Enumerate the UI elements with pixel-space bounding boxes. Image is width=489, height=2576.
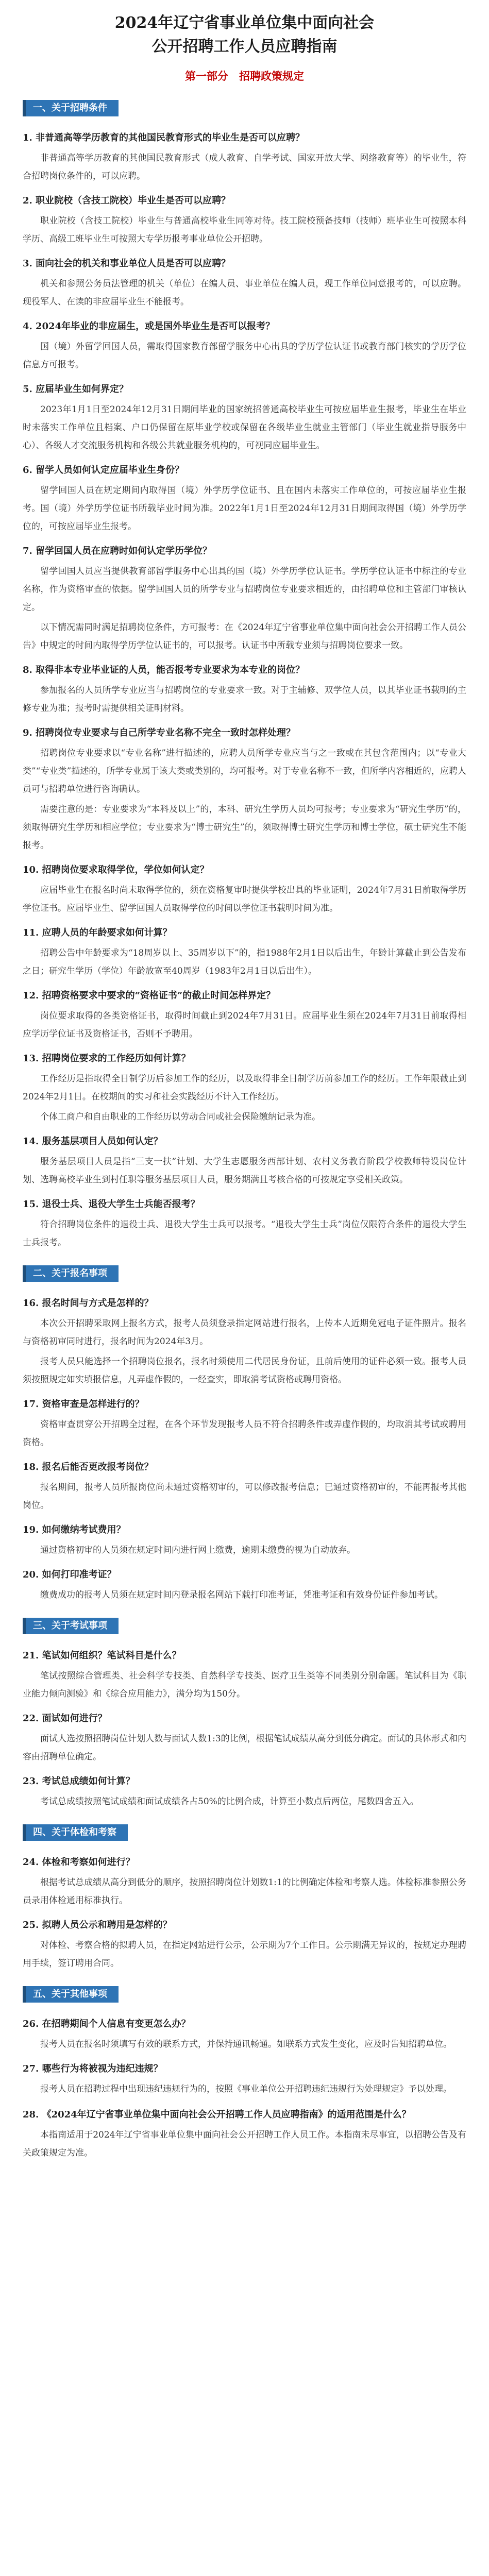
question-heading: 12. 招聘资格要求中要求的“资格证书”的截止时间怎样界定？	[23, 990, 276, 1001]
answer-paragraph: 服务基层项目人员是指“三支一扶”计划、大学生志愿服务西部计划、农村义务教育阶段学校教师特设岗位计划、选聘高校毕业生到村任职等服务基层项目人员，服务期满且考核合格的可按规定享受相关政策。	[23, 1157, 466, 1185]
question-heading: 24. 体检和考察如何进行？	[23, 1857, 135, 1868]
answer-paragraph: 本次公开招聘采取网上报名方式，报考人员须登录指定网站进行报名，上传本人近期免冠电子证件照片。报名与资格初审同时进行，报名时间为2024年3月。	[23, 1318, 466, 1347]
answer-paragraph: 职业院校（含技工院校）毕业生与普通高校毕业生同等对待。技工院校预备技师（技师）班毕业生可按照本科学历、高级工班毕业生可按照大专学历报考事业单位公开招聘。	[23, 216, 466, 244]
section-heading: 五、关于其他事项	[23, 1986, 119, 2003]
question-heading: 4. 2024年毕业的非应届生，或是国外毕业生是否可以报考？	[23, 321, 275, 332]
answer-paragraph: 通过资格初审的人员须在规定时间内进行网上缴费，逾期未缴费的视为自动放弃。	[40, 1545, 356, 1555]
closing-answer: 本指南适用于2024年辽宁省事业单位集中面向社会公开招聘工作人员工作。本指南未尽事宜，以招聘公告及有关政策规定为准。	[23, 2130, 466, 2158]
answer-paragraph: 非普通高等学历教育的其他国民教育形式（成人教育、自学考试、国家开放大学、网络教育等）的毕业生，符合招聘岗位条件的，可以应聘。	[23, 153, 466, 181]
answer-paragraph: 留学回国人员应当提供教育部留学服务中心出具的国（境）外学历学位认证书。学历学位认证书中标注的专业名称，作为资格审查的依据。留学回国人员的所学专业与招聘岗位专业要求相近的，由招聘单位和主管部门审核认定。	[23, 566, 466, 613]
part-title: 第一部分 招聘政策规定	[185, 70, 304, 82]
question-heading: 21. 笔试如何组织？笔试科目是什么？	[23, 1650, 181, 1661]
answer-paragraph: 符合招聘岗位条件的退役士兵、退役大学生士兵可以报考。“退役大学生士兵”岗位仅限符合条件的退役大学生士兵报考。	[23, 1219, 466, 1248]
section-heading: 一、关于招聘条件	[23, 100, 119, 116]
answer-paragraph: 笔试按照综合管理类、社会科学专技类、自然科学专技类、医疗卫生类等不同类别分别命题。笔试科目为《职业能力倾向测验》和《综合应用能力》，满分均为150分。	[23, 1671, 466, 1699]
question-heading: 15. 退役士兵、退役大学生士兵能否报考？	[23, 1199, 200, 1210]
answer-paragraph: 机关和参照公务员法管理的机关（单位）在编人员、事业单位在编人员，现工作单位同意报考的，可以应聘。现役军人、在读的非应届毕业生不能报考。	[23, 279, 466, 307]
answer-paragraph: 缴费成功的报考人员须在规定时间内登录报名网站下载打印准考证，凭准考证和有效身份证件参加考试。	[40, 1590, 443, 1600]
question-heading: 23. 考试总成绩如何计算？	[23, 1776, 135, 1787]
section-heading: 二、关于报名事项	[23, 1265, 119, 1282]
answer-paragraph: 参加报名的人员所学专业应当与招聘岗位的专业要求一致。对于主辅修、双学位人员，以其毕业证书载明的主修专业为准；报考时需提供相关证明材料。	[23, 685, 466, 714]
document-title-line1: 2024年辽宁省事业单位集中面向社会	[114, 14, 375, 32]
document-title	[23, 11, 466, 59]
question-heading: 11. 应聘人员的年龄要求如何计算？	[23, 927, 172, 938]
question-heading: 20. 如何打印准考证？	[23, 1569, 116, 1580]
question-heading: 27. 哪些行为将被视为违纪违规？	[23, 2063, 163, 2074]
section-heading: 三、关于考试事项	[23, 1618, 119, 1634]
answer-paragraph: 报名期间，报考人员所报岗位尚未通过资格初审的，可以修改报考信息；已通过资格初审的，不能再报考其他岗位。	[23, 1482, 466, 1511]
answer-paragraph: 2023年1月1日至2024年12月31日期间毕业的国家统招普通高校毕业生可按应届毕业生报考，毕业生在毕业时未落实工作单位且档案、户口仍保留在原毕业学校或保留在各级毕业生就业主管部门（毕业生就业指导服务中心）、各级人才交流服务机构和各级公共就业服务机构的，可视同应届毕业生。	[23, 404, 466, 451]
answer-paragraph: 国（境）外留学回国人员，需取得国家教育部留学服务中心出具的学历学位认证书或教育部门核实的学历学位信息方可报考。	[23, 342, 466, 370]
question-heading: 7. 留学回国人员在应聘时如何认定学历学位？	[23, 546, 212, 556]
question-heading: 13. 招聘岗位要求的工作经历如何计算？	[23, 1053, 191, 1064]
question-heading: 16. 报名时间与方式是怎样的？	[23, 1298, 154, 1309]
answer-paragraph: 以下情况需同时满足招聘岗位条件，方可报考：在《2024年辽宁省事业单位集中面向社会公开招聘工作人员公告》中规定的时间内取得学历学位认证书的，可以报考。认证书中所载专业须与招聘岗位要求一致。	[23, 622, 466, 651]
answer-paragraph: 报考人员只能选择一个招聘岗位报名，报名时须使用二代居民身份证，且前后使用的证件必须一致。报考人员须按照规定如实填报信息，凡弄虚作假的，一经查实，即取消考试资格或聘用资格。	[23, 1357, 466, 1385]
answer-paragraph: 需要注意的是：专业要求为“本科及以上”的，本科、研究生学历人员均可报考；专业要求为“研究生学历”的，须取得研究生学历和相应学位；专业要求为“博士研究生”的，须取得博士研究生学历和博士学位，硕士研究生不能报考。	[23, 804, 466, 851]
answer-paragraph: 考试总成绩按照笔试成绩和面试成绩各占50%的比例合成，计算至小数点后两位，尾数四舍五入。	[40, 1797, 419, 1807]
question-heading: 10. 招聘岗位要求取得学位，学位如何认定？	[23, 865, 209, 875]
answer-paragraph: 资格审查贯穿公开招聘全过程，在各个环节发现报考人员不符合招聘条件或弄虚作假的，均取消其考试或聘用资格。	[23, 1419, 466, 1448]
question-heading: 19. 如何缴纳考试费用？	[23, 1524, 126, 1535]
answer-paragraph: 报考人员在报名时须填写有效的联系方式，并保持通讯畅通。如联系方式发生变化，应及时告知招聘单位。	[40, 2039, 452, 2049]
question-heading: 6. 留学人员如何认定应届毕业生身份？	[23, 465, 184, 476]
answer-paragraph: 对体检、考察合格的拟聘人员，在指定网站进行公示，公示期为7个工作日。公示期满无异议的，按规定办理聘用手续，签订聘用合同。	[23, 1940, 466, 1969]
answer-paragraph: 个体工商户和自由职业的工作经历以劳动合同或社会保险缴纳记录为准。	[40, 1112, 321, 1122]
answer-paragraph: 招聘岗位专业要求以“专业名称”进行描述的，应聘人员所学专业应当与之一致或在其包含范围内；以“专业大类”“专业类”描述的，所学专业属于该大类或类别的，均可报考。对于专业名称不一致，但所学内容相近的，应聘人员可与招聘单位进行咨询确认。	[23, 748, 466, 794]
question-heading: 14. 服务基层项目人员如何认定？	[23, 1136, 163, 1147]
document-content	[23, 89, 466, 2098]
answer-paragraph: 工作经历是指取得全日制学历后参加工作的经历，以及取得非全日制学历前参加工作的经历。工作年限截止到2024年2月1日。在校期间的实习和社会实践经历不计入工作经历。	[23, 1074, 466, 1102]
question-heading: 25. 拟聘人员公示和聘用是怎样的？	[23, 1920, 172, 1930]
question-heading: 9. 招聘岗位专业要求与自己所学专业名称不完全一致时怎样处理？	[23, 727, 296, 738]
closing-question: 28. 《2024年辽宁省事业单位集中面向社会公开招聘工作人员应聘指南》的适用范围是什么？	[23, 2109, 411, 2120]
question-heading: 5. 应届毕业生如何界定？	[23, 384, 129, 395]
question-heading: 26. 在招聘期间个人信息有变更怎么办？	[23, 2019, 191, 2029]
question-heading: 8. 取得非本专业毕业证的人员，能否报考专业要求为本专业的岗位？	[23, 665, 305, 675]
answer-paragraph: 应届毕业生在报名时尚未取得学位的，须在资格复审时提供学校出具的毕业证明，2024年7月31日前取得学历学位证书。应届毕业生、留学回国人员取得学位的时间以学位证书载明时间为准。	[23, 885, 466, 913]
answer-paragraph: 招聘公告中年龄要求为“18周岁以上、35周岁以下”的，指1988年2月1日以后出生，年龄计算截止到公告发布之日；研究生学历（学位）年龄放宽至40周岁（1983年2月1日以后出生）。	[23, 948, 466, 976]
section-heading: 四、关于体检和考察	[23, 1824, 128, 1841]
answer-paragraph: 报考人员在招聘过程中出现违纪违规行为的，按照《事业单位公开招聘违纪违规行为处理规定》予以处理。	[40, 2084, 452, 2094]
question-heading: 22. 面试如何进行？	[23, 1713, 107, 1724]
document-title-line2: 公开招聘工作人员应聘指南	[151, 38, 338, 56]
answer-paragraph: 留学回国人员在规定期间内取得国（境）外学历学位证书、且在国内未落实工作单位的，可按应届毕业生报考。国（境）外学历学位证书所载毕业时间为准。2022年1月1日至2024年12月31日期间取得国（境）外学历学位的，可按应届毕业生报考。	[23, 485, 466, 532]
question-heading: 2. 职业院校（含技工院校）毕业生是否可以应聘？	[23, 195, 231, 206]
question-heading: 17. 资格审查是怎样进行的？	[23, 1399, 144, 1410]
answer-paragraph: 岗位要求取得的各类资格证书，取得时间截止到2024年7月31日。应届毕业生须在2024年7月31日前取得相应学历学位证书及资格证书，否则不予聘用。	[23, 1011, 466, 1039]
question-heading: 1. 非普通高等学历教育的其他国民教育形式的毕业生是否可以应聘？	[23, 132, 305, 143]
answer-paragraph: 面试人选按照招聘岗位计划人数与面试人数1:3的比例，根据笔试成绩从高分到低分确定。面试的具体形式和内容由招聘单位确定。	[23, 1734, 466, 1762]
question-heading: 3. 面向社会的机关和事业单位人员是否可以应聘？	[23, 258, 231, 269]
question-heading: 18. 报名后能否更改报考岗位？	[23, 1462, 154, 1472]
answer-paragraph: 根据考试总成绩从高分到低分的顺序，按照招聘岗位计划数1:1的比例确定体检和考察人选。体检标准参照公务员录用体检通用标准执行。	[23, 1877, 466, 1906]
